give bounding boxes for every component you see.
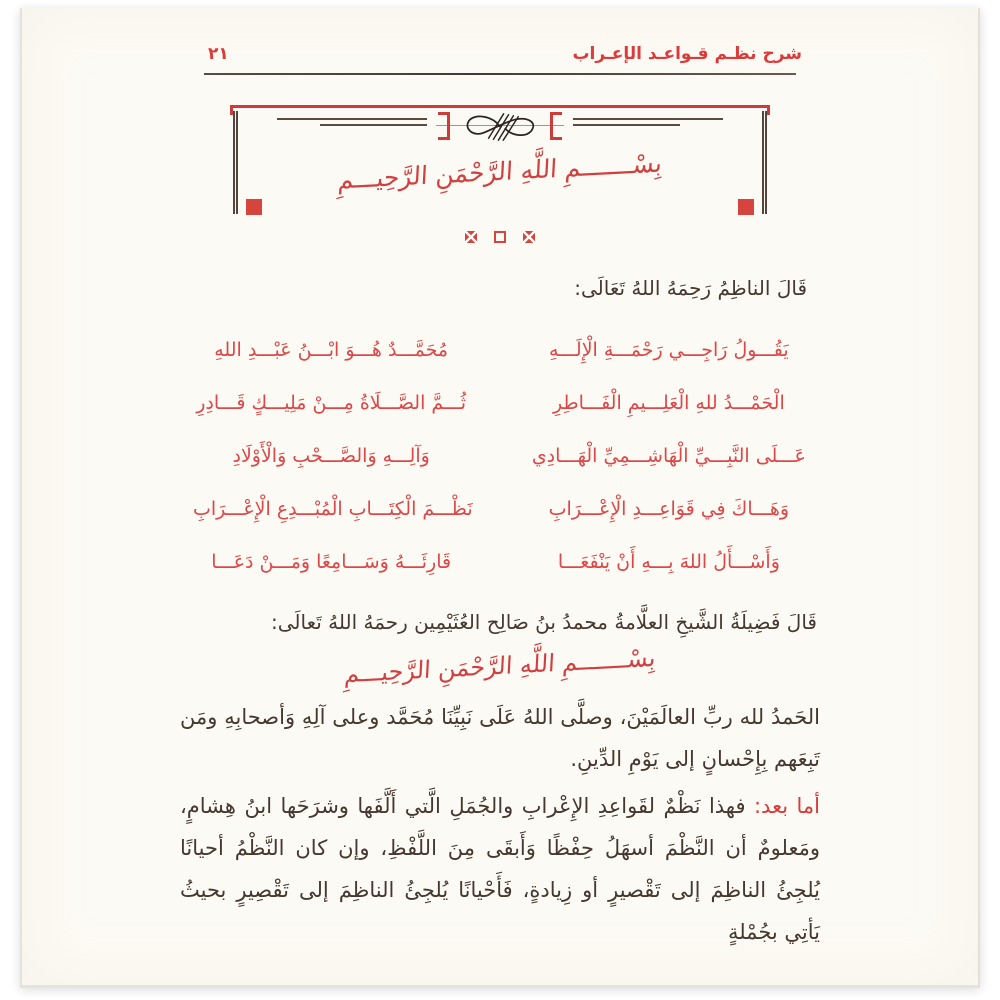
verse-row bbox=[193, 333, 807, 367]
hamdala-paragraph: الحَمدُ لله ربِّ العالَمَيْنَ، وصلَّى اللهُ عَلَى نَبِيِّنَا مُحَمَّد وعلى آلِهِ وَأصحابِهِ ومَن تَبِعَهم بِإِحْسانٍ إلى يَوْمِ الدِّينِ. bbox=[180, 705, 820, 771]
calligraphic-knot-icon bbox=[456, 109, 544, 145]
ornament-line bbox=[573, 118, 723, 120]
hemistich-right: الْحَمْـــدُ للهِ الْعَلِـــيمِ الْفَـــاطِرِ bbox=[552, 392, 785, 414]
hemistich-left: ثُـــمَّ الصَّـــلَاةُ مِـــنْ مَلِيـــكٍ قَـــادِرِ bbox=[196, 392, 467, 414]
header-rule bbox=[204, 73, 796, 75]
ornament-square-icon bbox=[738, 199, 754, 215]
poem bbox=[180, 333, 820, 579]
hemistich-left: نَظْـــمَ الْكِتَـــابِ الْمُبْـــدِعِ الْإِعْـــرَابِ bbox=[193, 498, 473, 520]
chapter-ornament-frame bbox=[180, 105, 820, 225]
filled-square-x-icon bbox=[523, 231, 535, 243]
amma-baad-paragraph bbox=[180, 785, 820, 953]
verse-row bbox=[193, 439, 807, 473]
running-header bbox=[180, 8, 820, 64]
ornament-line bbox=[277, 118, 427, 120]
sheikh-intro-line: قَالَ فَضِيلَةُ الشَّيخِ العلَّامةُ محمدُ بنُ صَالِح العُثَيْمِين رحمَهُ اللهُ تَعالَى: bbox=[270, 610, 817, 634]
book-page bbox=[20, 8, 980, 988]
ornament-top-line bbox=[230, 105, 770, 108]
hemistich-left: قَارِئَـــهُ وَسَـــامِعًا وَمَـــنْ دَعَـــا bbox=[211, 551, 452, 573]
verse-row bbox=[193, 386, 807, 420]
page-number: ٢١ bbox=[208, 44, 229, 64]
page-content bbox=[180, 8, 820, 953]
basmala-calligraphy: بِسْـــــــمِ اللَّهِ الرَّحْمَنِ الرَّحِيـــمِ bbox=[343, 643, 657, 689]
ornament-bracket-icon bbox=[550, 112, 562, 140]
amma-baad-body: فهذا نَظْمٌ لقَواعِدِ الإِعْرابِ والجُمَلِ الَّتي أَلَّفَها وشرَحَها ابنُ هِشامٍ، ومَعلومٌ أن النَّظْمَ أسهَلُ حِفْظًا وَأَبقَى مِنَ اللَّفْظِ، وإن كان النَّظْمُ أحيانًا يُلجِئُ الناظِمَ إلى تَقْصيرٍ أو زِيادةٍ، فَأَحْيانًا يُلجِئُ الناظِمَ إلى تَقْصِيرٍ بحيثُ يَأتِي بجُمْلةٍ bbox=[180, 794, 820, 944]
ornament-line bbox=[573, 124, 680, 126]
hemistich-left: وَآلِـــهِ وَالصَّـــحْبِ وَالْأَوْلَادِ bbox=[232, 445, 430, 467]
hemistich-right: وَهَـــاكَ فِي قَوَاعِـــدِ الْإِعْـــرَابِ bbox=[548, 498, 790, 520]
verse-row bbox=[193, 492, 807, 526]
basmala-calligraphy: بِسْـــــــمِ اللَّهِ الرَّحْمَنِ الرَّحِيـــمِ bbox=[337, 148, 663, 195]
hemistich-left: مُحَمَّـــدٌ هُـــوَ ابْـــنُ عَبْـــدِ اللهِ bbox=[214, 339, 449, 361]
outline-square-icon bbox=[494, 231, 506, 243]
verse-row bbox=[193, 545, 807, 579]
ornament-square-icon bbox=[246, 199, 262, 215]
nazim-intro-line: قَالَ الناظِمُ رَحِمَهُ اللهُ تَعَالَى: bbox=[574, 276, 807, 300]
ornament-line bbox=[320, 124, 427, 126]
section-divider bbox=[180, 231, 820, 243]
hemistich-right: يَقُـــولُ رَاجِـــي رَحْمَـــةِ الْإِلَـــهِ bbox=[549, 339, 789, 361]
filled-square-x-icon bbox=[465, 231, 477, 243]
hemistich-right: عَـــلَى النَّبِـــيِّ الْهَاشِـــمِيِّ الْهَـــادِي bbox=[531, 445, 806, 467]
book-title: شرح نظـم قـواعـد الإعـراب bbox=[572, 44, 802, 64]
ornament-bracket-icon bbox=[438, 112, 450, 140]
amma-baad-lead: أما بعد: bbox=[753, 794, 820, 818]
hemistich-right: وَأَسْـــأَلُ اللهَ بِـــهِ أَنْ يَنْفَعَـــا bbox=[557, 551, 780, 573]
